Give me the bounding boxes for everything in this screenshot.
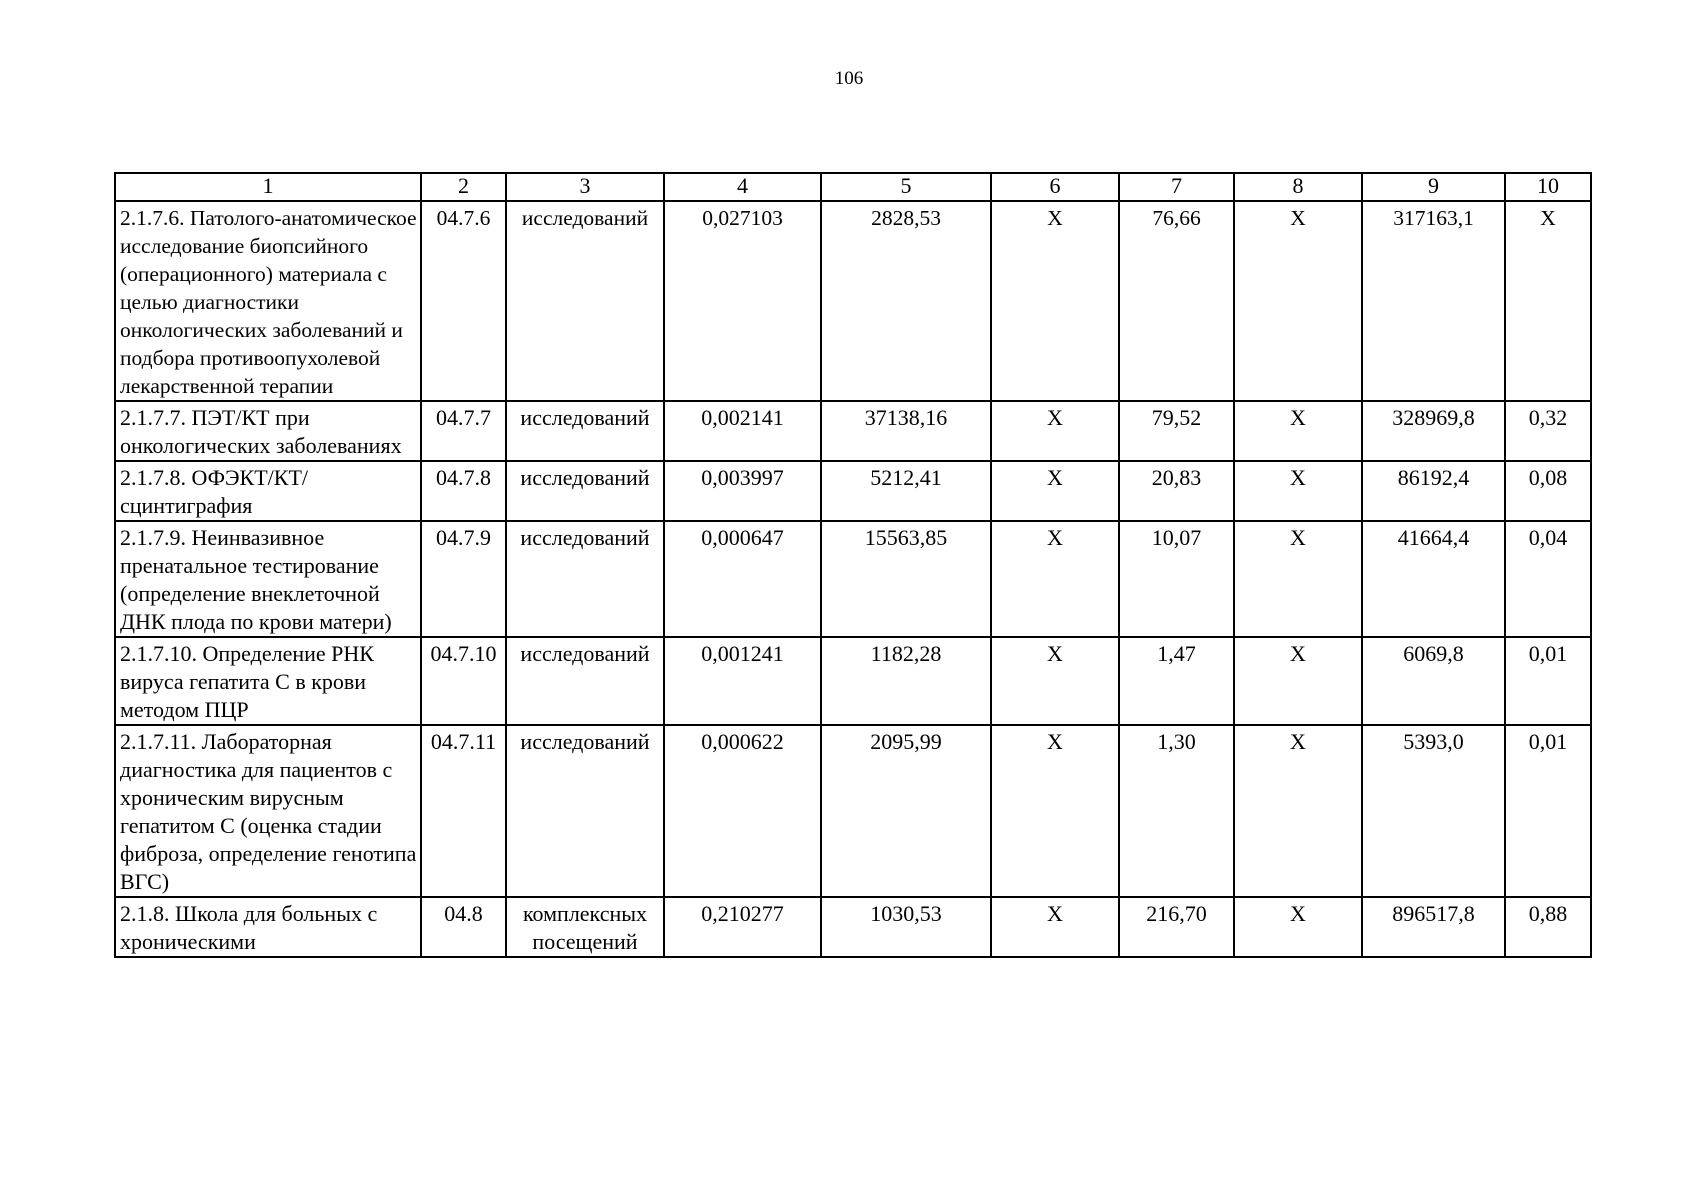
row-code-cell: 04.7.6 [421,201,506,401]
table-cell: 1030,53 [821,897,991,957]
table-cell: 0,003997 [664,461,821,521]
table-row [115,637,1591,725]
table-cell: 79,52 [1119,401,1234,461]
row-name-cell: 2.1.7.8. ОФЭКТ/КТ/ сцинтиграфия [115,461,421,521]
column-number-row [115,173,1591,201]
table-cell: Х [991,897,1119,957]
row-code-cell: 04.7.11 [421,725,506,897]
column-header: 4 [664,173,821,201]
column-header: 2 [421,173,506,201]
table-row [115,461,1591,521]
column-header: 1 [115,173,421,201]
table-cell: Х [1234,401,1362,461]
row-unit-cell: исследований [506,521,664,637]
data-table [114,172,1592,958]
row-unit-cell: исследований [506,401,664,461]
table-cell: 216,70 [1119,897,1234,957]
table-cell: Х [1505,201,1591,401]
page-number: 106 [834,68,864,89]
table-cell: 317163,1 [1362,201,1505,401]
row-code-cell: 04.8 [421,897,506,957]
row-name-cell: 2.1.7.6. Патолого-анатомическое исследование биопсийного (операционного) материала с целью диагностики онкологических заболеваний и подбора противоопухолевой лекарственной терапии [115,201,421,401]
row-unit-cell: исследований [506,725,664,897]
table-row [115,401,1591,461]
table-cell: 6069,8 [1362,637,1505,725]
table-cell: 5393,0 [1362,725,1505,897]
row-unit-cell: комплексных посещений [506,897,664,957]
column-header: 9 [1362,173,1505,201]
row-unit-cell: исследований [506,637,664,725]
table-row [115,897,1591,957]
column-header: 5 [821,173,991,201]
table-cell: 41664,4 [1362,521,1505,637]
table-cell: 2828,53 [821,201,991,401]
table-cell: Х [991,637,1119,725]
row-code-cell: 04.7.10 [421,637,506,725]
column-header: 7 [1119,173,1234,201]
table-cell: 5212,41 [821,461,991,521]
table-cell: 20,83 [1119,461,1234,521]
table-cell: 0,32 [1505,401,1591,461]
table-row [115,725,1591,897]
table-cell: Х [1234,201,1362,401]
table-cell: 328969,8 [1362,401,1505,461]
table-row [115,521,1591,637]
table-cell: 896517,8 [1362,897,1505,957]
table-cell: 76,66 [1119,201,1234,401]
table-cell: Х [991,401,1119,461]
row-name-cell: 2.1.7.10. Определение РНК вируса гепатита С в крови методом ПЦР [115,637,421,725]
table-row [115,201,1591,401]
row-name-cell: 2.1.7.7. ПЭТ/КТ при онкологических заболеваниях [115,401,421,461]
row-name-cell: 2.1.7.11. Лабораторная диагностика для пациентов с хроническим вирусным гепатитом С (оценка стадии фиброза, определение генотипа ВГС) [115,725,421,897]
table-cell: 0,001241 [664,637,821,725]
table-cell: 1,30 [1119,725,1234,897]
table-cell: Х [991,725,1119,897]
table-cell: Х [1234,637,1362,725]
column-header: 8 [1234,173,1362,201]
row-code-cell: 04.7.9 [421,521,506,637]
column-header: 3 [506,173,664,201]
table-cell: 0,000622 [664,725,821,897]
table-cell: 0,002141 [664,401,821,461]
table-cell: Х [991,521,1119,637]
table-cell: 15563,85 [821,521,991,637]
table-cell: 0,210277 [664,897,821,957]
table-cell: 0,08 [1505,461,1591,521]
column-header: 6 [991,173,1119,201]
table-cell: 0,027103 [664,201,821,401]
table-cell: 0,88 [1505,897,1591,957]
table-cell: 2095,99 [821,725,991,897]
row-name-cell: 2.1.8. Школа для больных с хроническими [115,897,421,957]
table-cell: 10,07 [1119,521,1234,637]
table-cell: 1182,28 [821,637,991,725]
row-code-cell: 04.7.7 [421,401,506,461]
row-name-cell: 2.1.7.9. Неинвазивное пренатальное тестирование (определение внеклеточной ДНК плода по крови матери) [115,521,421,637]
table-cell: 0,01 [1505,637,1591,725]
table-cell: Х [1234,521,1362,637]
table-cell: 37138,16 [821,401,991,461]
table-cell: 0,000647 [664,521,821,637]
table-cell: Х [991,201,1119,401]
column-header: 10 [1505,173,1591,201]
row-unit-cell: исследований [506,461,664,521]
row-unit-cell: исследований [506,201,664,401]
table-cell: 86192,4 [1362,461,1505,521]
table-cell: 0,04 [1505,521,1591,637]
table-cell: 1,47 [1119,637,1234,725]
table-cell: Х [1234,461,1362,521]
table-cell: 0,01 [1505,725,1591,897]
table-cell: Х [1234,725,1362,897]
table-cell: Х [991,461,1119,521]
table-cell: Х [1234,897,1362,957]
row-code-cell: 04.7.8 [421,461,506,521]
